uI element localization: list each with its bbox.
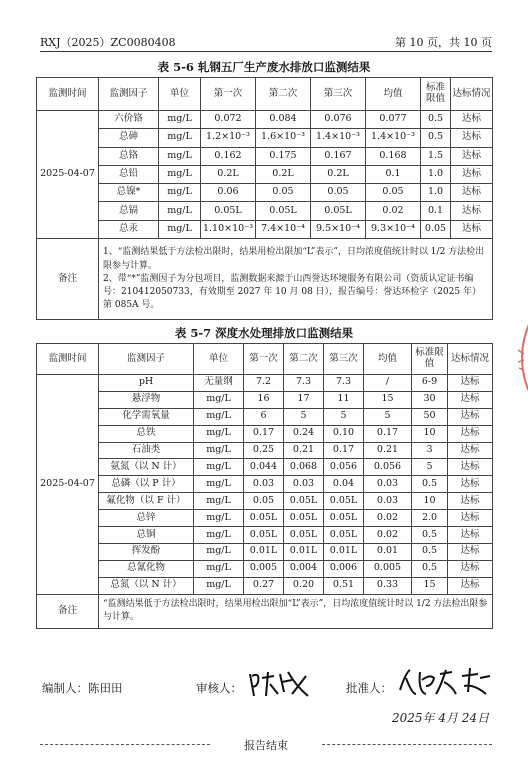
table2-header-row [37,344,493,375]
table-cell: 0.02 [364,527,412,544]
seal-mark [508,318,528,398]
table-cell: 达标 [448,442,493,459]
table-cell: 0.004 [284,560,324,577]
table-cell: 0.27 [244,577,284,594]
table2-header-cell: 监测时间 [37,344,99,375]
page-number: 第 10 页，共 10 页 [395,36,492,49]
table-cell: 0.06 [201,184,256,202]
table1-header-cell: 第一次 [201,78,256,111]
table1-header-cell: 监测因子 [99,78,159,111]
table-cell: 达标 [448,493,493,510]
table2-header-cell: 标准限值 [412,344,448,375]
table1-caption: 表 5-6 轧钢五厂生产废水排放口监测结果 [157,60,371,74]
note-line: 1、“监测结果低于方法检出限时，结果用检出限加“L”表示”，日均浓度值统计时以 1/2 方法检出限参与计算。 [103,247,485,271]
table-cell: 0.25 [244,442,284,459]
table-row [37,165,493,183]
table-cell: 10 [412,493,448,510]
table-cell: 0.05L [201,202,256,220]
header-rule [40,51,492,52]
table-row [37,425,493,442]
table-cell: 0.072 [201,111,256,129]
table-cell: 0.056 [324,459,364,476]
table1-note-label: 备注 [37,239,99,320]
table-cell: 0.068 [284,459,324,476]
table-cell: 0.005 [244,560,284,577]
table-cell: 1.4×10⁻³ [311,129,366,147]
approver-line [346,680,392,696]
table-cell: 0.1 [421,202,451,220]
table-cell: 0.077 [366,111,421,129]
table2-header-cell: 达标情况 [448,344,493,375]
table-cell: 0.084 [256,111,311,129]
table1-header-cell: 第二次 [256,78,311,111]
table-cell: 达标 [448,391,493,408]
table-cell: 50 [412,408,448,425]
table-cell: 7.2 [244,375,284,392]
table-cell: 0.056 [364,459,412,476]
table2-header-cell: 第三次 [324,344,364,375]
table1-note-text [99,239,493,320]
table-cell: 16 [244,391,284,408]
table-cell: 0.2L [311,165,366,183]
table-cell: 15 [364,391,412,408]
table-cell: 0.04 [324,476,364,493]
table-cell: 达标 [451,147,493,165]
compiler-label: 编制人： [42,681,88,695]
table-cell: 达标 [448,560,493,577]
sign-date: 2025年 4月 24日 [392,711,490,725]
table-cell: 0.10 [324,425,364,442]
table-cell: 7.4×10⁻⁴ [256,220,311,238]
table-cell: 0.05L [284,493,324,510]
table-row [37,527,493,544]
report-number: RXJ（2025）ZC0080408 [40,36,176,49]
table2 [36,343,493,629]
table-cell: 11 [324,391,364,408]
note-line: 2、带“*”监测因子为分包项目，监测数据来源于山西誉达环境服务有限公司（资质认定证书编号：210412050733，有效期至 2027 年 10 月 08 日），报告编号：誉达环检字（2025 年）第 085A 号。 [103,273,481,310]
table1-header-cell: 标准限值 [421,78,451,111]
table-row [37,560,493,577]
table2-note-text [99,594,493,628]
table-cell: 0.33 [364,577,412,594]
page-header [40,34,492,50]
table-cell: 0.03 [284,476,324,493]
table-cell: 3 [412,442,448,459]
table-cell: 0.01L [244,543,284,560]
table-row [37,220,493,238]
table-cell: 0.006 [324,560,364,577]
table-cell: 达标 [448,577,493,594]
table-cell: 0.05L [284,510,324,527]
table-row [37,147,493,165]
table-cell: 0.21 [364,442,412,459]
table-cell: mg/L [194,577,244,594]
table1 [36,77,493,320]
table-cell: mg/L [194,425,244,442]
table-cell: 1.6×10⁻³ [256,129,311,147]
table-cell: 0.5 [412,476,448,493]
table-cell: 1.10×10⁻³ [201,220,256,238]
table-cell: 总砷 [99,129,159,147]
table-cell: 0.05L [256,202,311,220]
table-cell: 2.0 [412,510,448,527]
table2-header-cell: 单位 [194,344,244,375]
table-cell: 0.5 [412,527,448,544]
table-cell: 0.167 [311,147,366,165]
table-row [37,442,493,459]
table-cell: pH [99,375,194,392]
table-cell: 总汞 [99,220,159,238]
approver-signature [396,664,496,700]
table-cell: 达标 [451,220,493,238]
table-cell: 0.05 [311,184,366,202]
table-cell: 1.0 [421,184,451,202]
table-cell: 0.05L [244,527,284,544]
table2-note-label: 备注 [37,594,99,628]
table-cell: 5 [412,459,448,476]
table-cell: 1.4×10⁻³ [366,129,421,147]
table-cell: 挥发酚 [99,543,194,560]
table-cell: 17 [284,391,324,408]
table-cell: mg/L [194,527,244,544]
table-cell: 0.05L [311,202,366,220]
table-cell: 悬浮物 [99,391,194,408]
table-cell: 0.05L [284,527,324,544]
table-cell: 达标 [448,408,493,425]
table-cell: 总铅 [99,165,159,183]
table-cell: 0.05L [324,493,364,510]
table-row [37,391,493,408]
report-end-text: 报告结束 [244,739,288,752]
table-cell: 0.5 [421,111,451,129]
table-cell: 达标 [448,459,493,476]
table-cell: 0.01L [284,543,324,560]
table-cell: 0.17 [364,425,412,442]
table-cell: 0.03 [244,476,284,493]
table-row [37,543,493,560]
table-cell: mg/L [159,220,201,238]
compiler-line [42,680,123,696]
compiler-name: 陈田田 [88,681,123,695]
table-row [37,111,493,129]
note-line: “监测结果低于方法检出限时，结果用检出限加“L”表示”，日均浓度值统计时以 1/2 方法检出限参与计算。 [103,599,488,623]
table-cell: 0.175 [256,147,311,165]
table-row [37,577,493,594]
table-cell: 0.5 [412,560,448,577]
table-cell: 0.168 [366,147,421,165]
table1-header-cell: 达标情况 [451,78,493,111]
table-cell: 5 [324,408,364,425]
table1-header-cell: 第三次 [311,78,366,111]
table-cell: 10 [412,425,448,442]
report-end [40,737,492,751]
table-row [37,476,493,493]
table1-header-cell: 单位 [159,78,201,111]
table-cell: 总镍* [99,184,159,202]
table2-header-cell: 第二次 [284,344,324,375]
table-cell: 总铬 [99,147,159,165]
table-cell: 1.0 [421,165,451,183]
table2-header-cell: 均值 [364,344,412,375]
table2-note-row [37,594,493,628]
table-cell: mg/L [159,111,201,129]
table-cell: mg/L [194,476,244,493]
table-cell: 氨氮（以 N 计） [99,459,194,476]
table-cell: 总铜 [99,527,194,544]
table-cell: 总镉 [99,202,159,220]
table-cell: mg/L [194,408,244,425]
table-cell: 0.24 [284,425,324,442]
table-cell: 0.05 [256,184,311,202]
reviewer-label: 审核人： [196,681,242,695]
table-cell: 达标 [448,375,493,392]
table-cell: 9.3×10⁻⁴ [366,220,421,238]
table-cell: 0.076 [311,111,366,129]
table2-caption: 表 5-7 深度水处理排放口监测结果 [174,326,354,340]
table-cell: 1.5 [421,147,451,165]
table2-date-cell: 2025-04-07 [37,375,99,595]
table-cell: 0.51 [324,577,364,594]
table-cell: mg/L [194,493,244,510]
table-cell: 0.05 [244,493,284,510]
table-cell: 0.17 [324,442,364,459]
table-cell: 总氰化物 [99,560,194,577]
table2-header-cell: 第一次 [244,344,284,375]
table-cell: 15 [412,577,448,594]
table-cell: 0.02 [364,510,412,527]
table-cell: 0.05 [366,184,421,202]
table-cell: 6-9 [412,375,448,392]
table-cell: mg/L [194,459,244,476]
table-cell: 化学需氧量 [99,408,194,425]
table2-header-cell: 监测因子 [99,344,194,375]
table-cell: mg/L [159,184,201,202]
table-cell: 0.5 [421,129,451,147]
table-cell: 0.1 [366,165,421,183]
table-row [37,184,493,202]
reviewer-line [196,680,242,696]
table-cell: 30 [412,391,448,408]
table-cell: 总锌 [99,510,194,527]
table-cell: 0.044 [244,459,284,476]
table-cell: mg/L [159,147,201,165]
table-cell: 6 [244,408,284,425]
table-row [37,129,493,147]
table-cell: 0.162 [201,147,256,165]
table-cell: 0.5 [412,543,448,560]
table-cell: mg/L [194,442,244,459]
table-cell: 0.01L [324,543,364,560]
table-cell: 7.3 [324,375,364,392]
table-cell: / [364,375,412,392]
table-cell: 达标 [448,527,493,544]
table-cell: 达标 [451,129,493,147]
table-cell: 5 [364,408,412,425]
table-row [37,408,493,425]
table-cell: 0.05L [324,527,364,544]
table-cell: 总氮（以 N 计） [99,577,194,594]
table1-header-cell: 监测时间 [37,78,99,111]
table-cell: 7.3 [284,375,324,392]
table-row [37,510,493,527]
table-cell: 0.03 [364,476,412,493]
table-cell: 1.2×10⁻³ [201,129,256,147]
table-cell: mg/L [194,543,244,560]
table-cell: 0.05L [244,510,284,527]
table-cell: 达标 [448,476,493,493]
table-cell: mg/L [159,165,201,183]
table-cell: 无量纲 [194,375,244,392]
table-cell: 0.01 [364,543,412,560]
table-cell: 总磷（以 P 计） [99,476,194,493]
table-cell: 达标 [451,184,493,202]
table-cell: 总铁 [99,425,194,442]
table-cell: 0.21 [284,442,324,459]
table-cell: 六价铬 [99,111,159,129]
table-cell: 0.17 [244,425,284,442]
table-cell: mg/L [159,129,201,147]
table-cell: 9.5×10⁻⁴ [311,220,366,238]
table1-note-row [37,239,493,320]
table-cell: 0.20 [284,577,324,594]
approver-label: 批准人： [346,681,392,695]
table-cell: 达标 [451,202,493,220]
table-row [37,202,493,220]
table-cell: 0.05 [421,220,451,238]
table-cell: 0.2L [201,165,256,183]
table-cell: 氟化物（以 F 计） [99,493,194,510]
table-cell: mg/L [194,510,244,527]
table-cell: 达标 [451,165,493,183]
table-cell: mg/L [194,391,244,408]
table-cell: 达标 [448,510,493,527]
table-cell: 石油类 [99,442,194,459]
table-cell: 0.05L [324,510,364,527]
table-cell: 0.005 [364,560,412,577]
table-cell: mg/L [194,560,244,577]
table-cell: 达标 [448,425,493,442]
table-cell: mg/L [159,202,201,220]
table-cell: 0.2L [256,165,311,183]
table-cell: 达标 [448,543,493,560]
table-cell: 0.03 [364,493,412,510]
table-cell: 5 [284,408,324,425]
table1-date-cell: 2025-04-07 [37,111,99,239]
table-row [37,493,493,510]
table1-header-row [37,78,493,111]
table-row [37,375,493,392]
table-cell: 达标 [451,111,493,129]
table1-header-cell: 均值 [366,78,421,111]
table-cell: 0.02 [366,202,421,220]
table-row [37,459,493,476]
reviewer-signature [246,666,312,702]
